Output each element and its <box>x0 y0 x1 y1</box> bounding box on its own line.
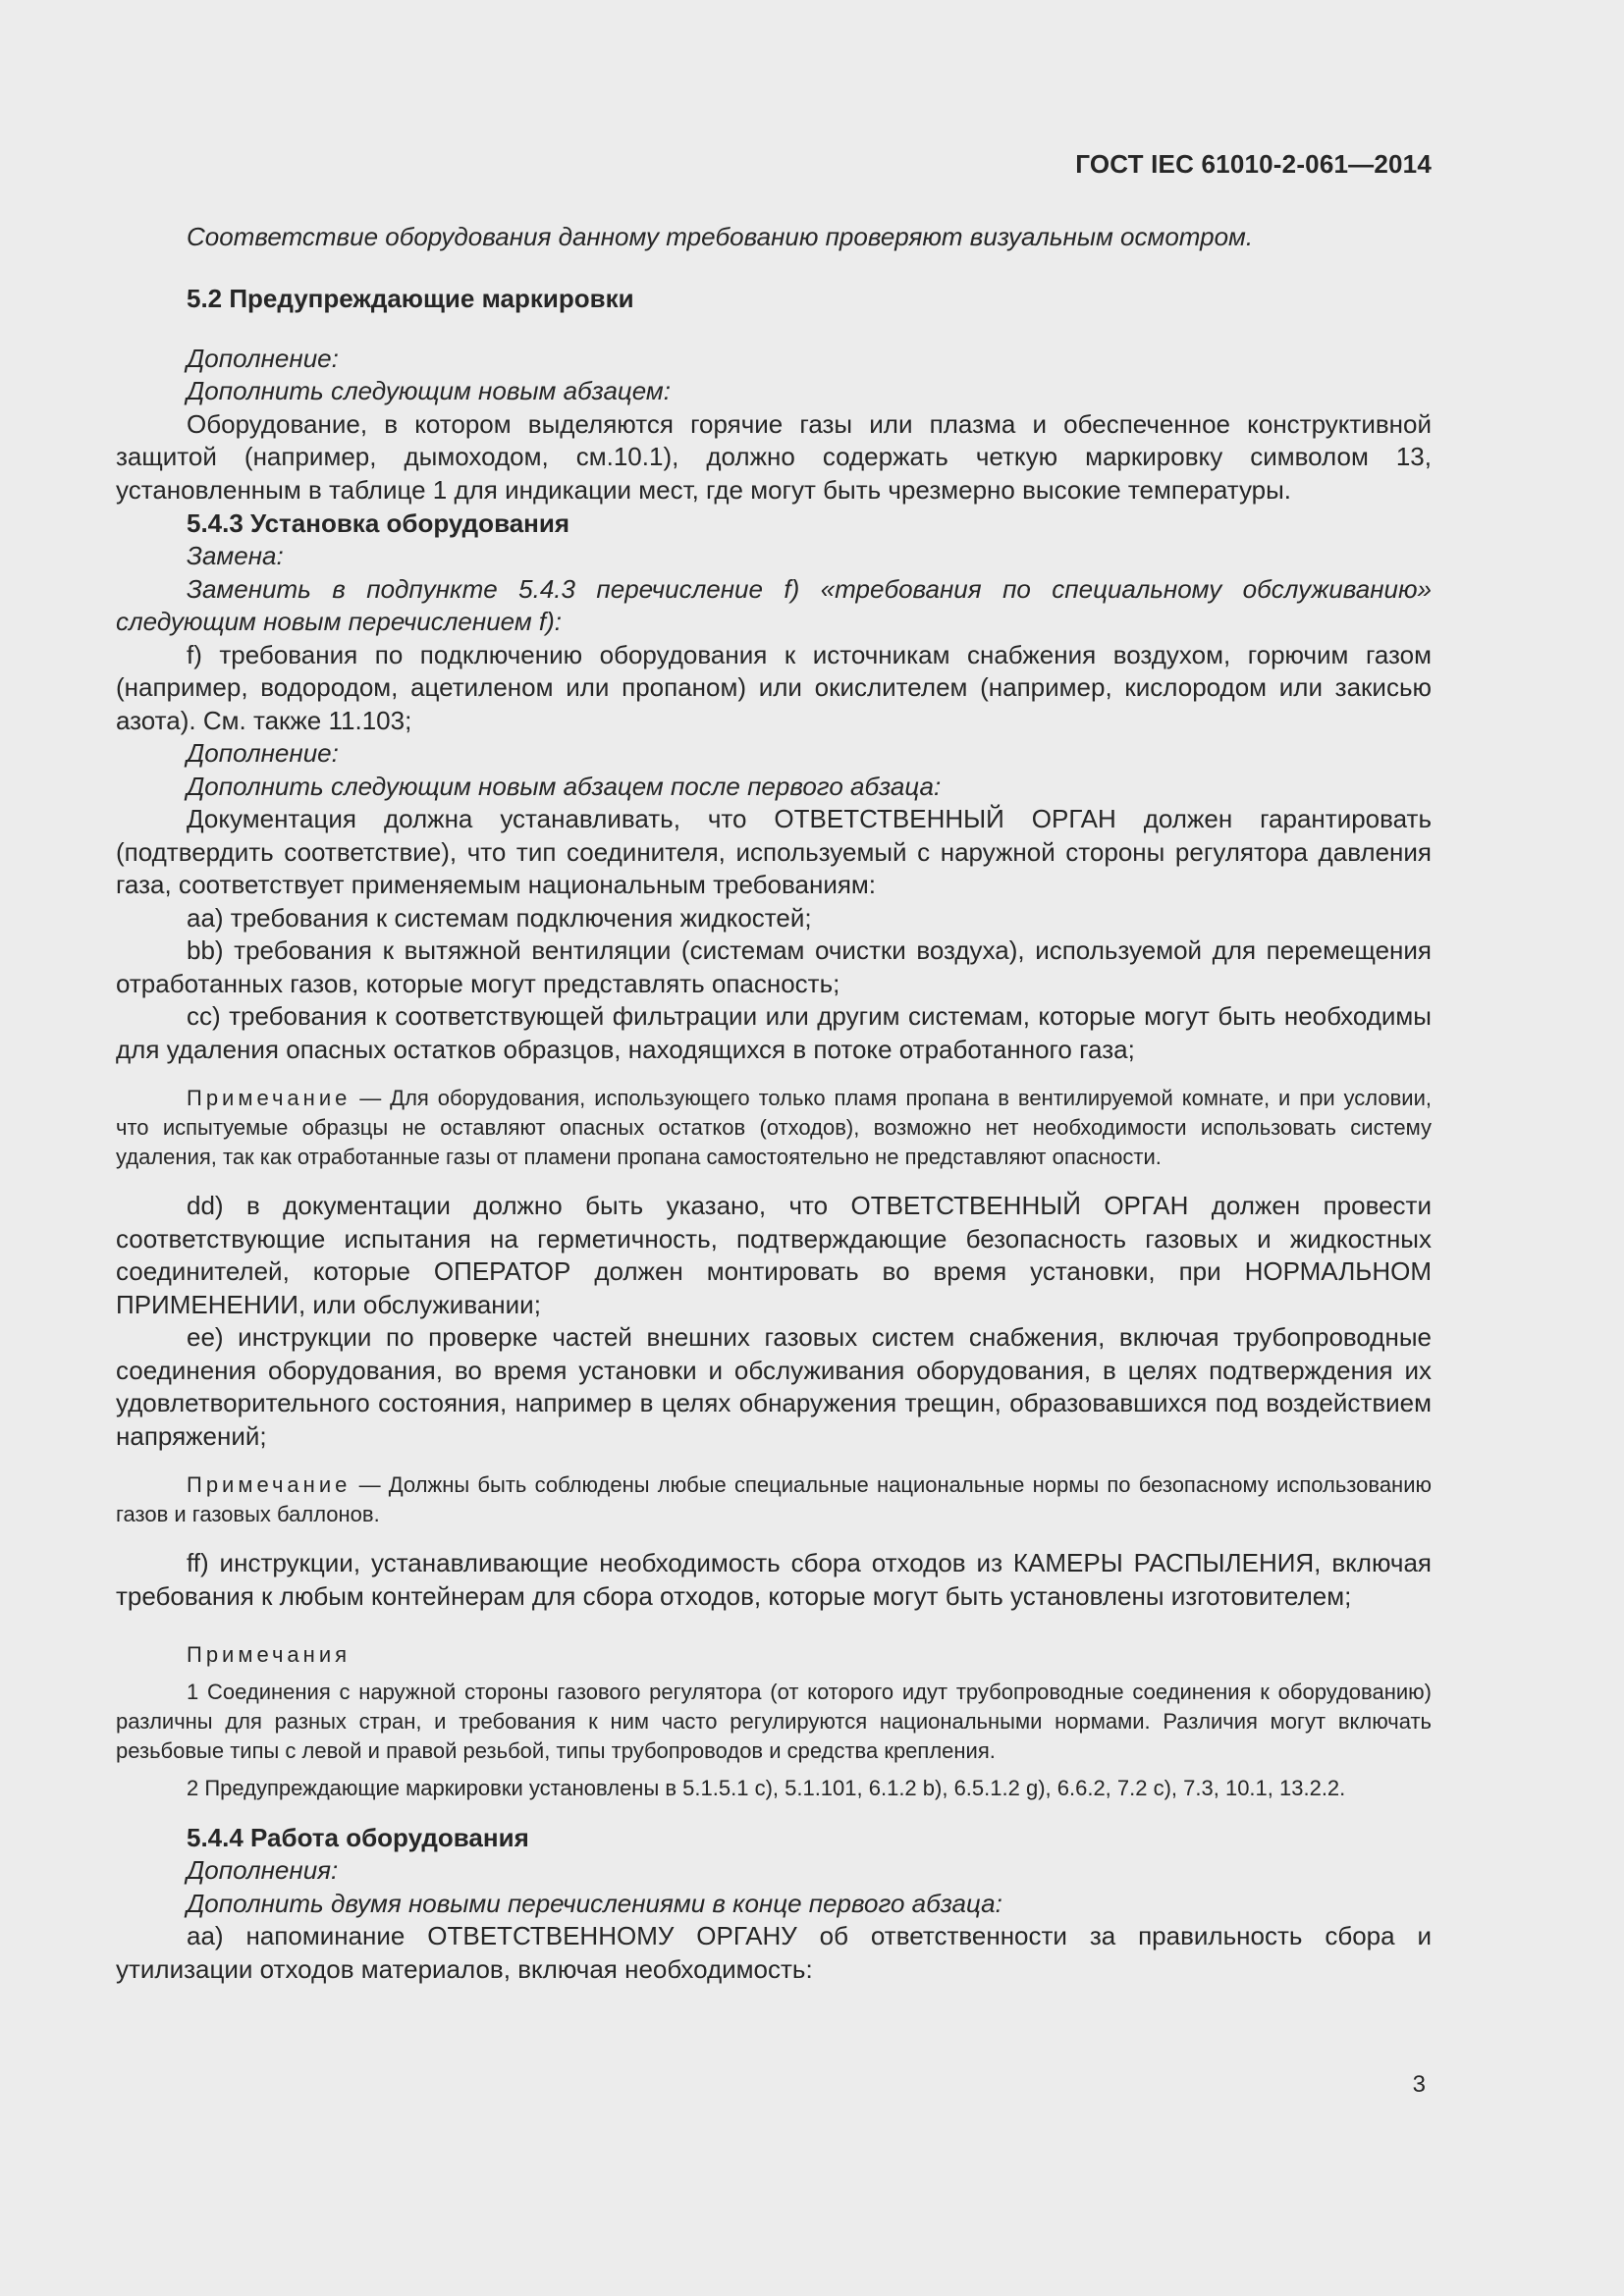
note-text: — Должны быть соблюдены любые специальные национальные нормы по безопасному использованию газов и газовых баллонов. <box>116 1472 1432 1526</box>
note-label: Примечание <box>187 1472 352 1497</box>
list-item-aa-reminder: аа) напоминание ОТВЕТСТВЕННОМУ ОРГАНУ об ответственности за правильность сбора и утилизации отходов материалов, включая необходимость: <box>116 1921 1432 1984</box>
document-body <box>116 221 1432 1986</box>
list-item-ee: ее) инструкции по проверке частей внешних газовых систем снабжения, включая трубопроводные соединения оборудования, во время установки и обслуживания оборудования, в целях подтверждения их удовлетворительного состояния, например в целях обнаружения трещин, образовавшихся под воздействием напряжений; <box>116 1322 1432 1451</box>
list-item-f: f) требования по подключению оборудования к источникам снабжения воздухом, горючим газом (например, водородом, ацетиленом или пропаном) или окислителем (например, кислородом или закисью азота). См. также 11.103; <box>116 639 1432 735</box>
list-item-aa: аа) требования к системам подключения жидкостей; <box>187 902 812 933</box>
paragraph-compliance-check: Соответствие оборудования данному требованию проверяют визуальным осмотром. <box>187 222 1254 251</box>
note-propane <box>116 1084 1432 1172</box>
note-item-1: 1 Соединения с наружной стороны газового регулятора (от которого идут трубопроводные соединения к оборудованию) различны для разных стран, и требования к ним часто регулируются национальными нормами. Различия могут включать резьбовые типы с левой и правой резьбой, типы трубопроводов и средства крепления. <box>116 1680 1432 1763</box>
replacement-instruction: Заменить в подпункте 5.4.3 перечисление f) «требования по специальному обслуживанию» следующим новым перечислением f): <box>116 573 1432 636</box>
list-item-bb: bb) требования к вытяжной вентиляции (системам очистки воздуха), используемой для перемещения отработанных газов, которые могут представлять опасность; <box>116 935 1432 998</box>
amendments-label: Дополнения: <box>187 1855 339 1885</box>
note-text: — Для оборудования, использующего только пламя пропана в вентилируемой комнате, и при условии, что испытуемые образцы не оставляют опасных остатков (отходов), возможно нет необходимости использовать систему удаления, так как отработанные газы от пламени пропана самостоятельно не представляют опасности. <box>116 1086 1432 1169</box>
amendment-instruction-2: Дополнить следующим новым абзацем после первого абзаца: <box>187 771 942 801</box>
notes-heading: Примечания <box>187 1642 352 1667</box>
paragraph-documentation: Документация должна устанавливать, что ОТВЕТСТВЕННЫЙ ОРГАН должен гарантировать (подтвердить соответствие), что тип соединителя, используемый с наружной стороны регулятора давления газа, соответствует применяемым национальным требованиям: <box>116 804 1432 899</box>
section-heading-5-4-4: 5.4.4 Работа оборудования <box>187 1823 529 1852</box>
section-heading-5-4-3: 5.4.3 Установка оборудования <box>187 508 570 538</box>
amendments-instruction: Дополнить двумя новыми перечислениями в конце первого абзаца: <box>187 1888 1002 1918</box>
amendment-label: Дополнение: <box>187 343 339 373</box>
note-gas-cylinders <box>116 1470 1432 1529</box>
page-number: 3 <box>1412 2071 1426 2098</box>
list-item-dd: dd) в документации должно быть указано, что ОТВЕТСТВЕННЫЙ ОРГАН должен провести соответствующие испытания на герметичность, подтверждающие безопасность газовых и жидкостных соединителей, которые ОПЕРАТОР должен монтировать во время установки, при НОРМАЛЬНОМ ПРИМЕНЕНИИ, или обслуживании; <box>116 1191 1432 1319</box>
document-code-header: ГОСТ IEC 61010-2-061—2014 <box>1075 149 1432 179</box>
amendment-instruction: Дополнить следующим новым абзацем: <box>187 376 671 405</box>
section-heading-5-2: 5.2 Предупреждающие маркировки <box>187 283 634 313</box>
list-item-cc: сс) требования к соответствующей фильтрации или другим системам, которые могут быть необходимы для удаления опасных остатков образцов, находящихся в потоке отработанного газа; <box>116 1001 1432 1064</box>
list-item-ff: ff) инструкции, устанавливающие необходимость сбора отходов из КАМЕРЫ РАСПЫЛЕНИЯ, включая требования к любым контейнерам для сбора отходов, которые могут быть установлены изготовителем; <box>116 1548 1432 1611</box>
note-item-2: 2 Предупреждающие маркировки установлены в 5.1.5.1 с), 5.1.101, 6.1.2 b), 6.5.1.2 g), 6.6.2, 7.2 с), 7.3, 10.1, 13.2.2. <box>187 1776 1346 1800</box>
note-label: Примечание <box>187 1086 352 1110</box>
paragraph-hot-gases: Оборудование, в котором выделяются горячие газы или плазма и обеспеченное конструктивной защитой (например, дымоходом, см.10.1), должно содержать четкую маркировку символом 13, установленным в таблице 1 для индикации мест, где могут быть чрезмерно высокие температуры. <box>116 408 1432 505</box>
amendment-label-2: Дополнение: <box>187 738 339 768</box>
replacement-label: Замена: <box>187 541 284 570</box>
